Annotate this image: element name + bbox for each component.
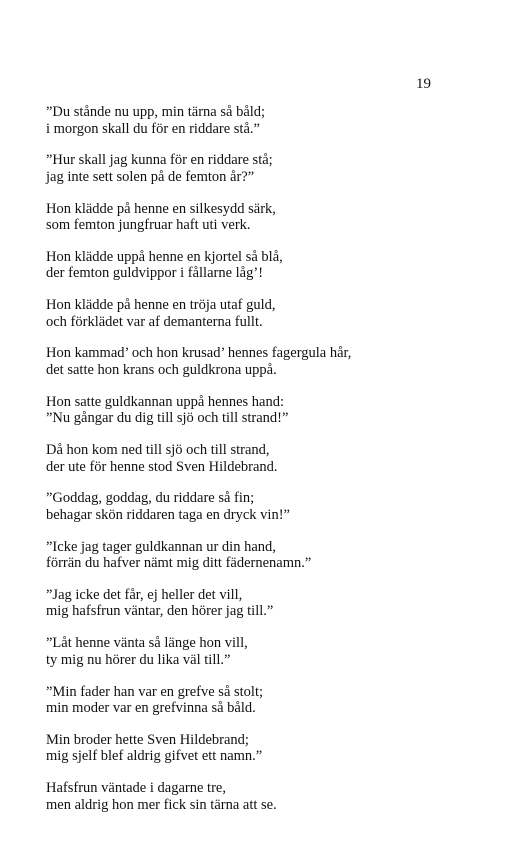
- verse-line: mig sjelf blef aldrig gifvet ett namn.”: [46, 748, 263, 765]
- page-number: 19: [416, 76, 431, 92]
- verse-line: Hon klädde på henne en silkesydd särk,: [46, 200, 276, 217]
- stanza-14: [46, 732, 486, 765]
- stanza-2: [46, 152, 486, 185]
- verse-line: ”Goddag, goddag, du riddare så fin;: [46, 490, 255, 507]
- verse-line: Då hon kom ned till sjö och till strand,: [46, 442, 270, 459]
- verse-line: ”Du stånde nu upp, min tärna så båld;: [46, 104, 266, 120]
- verse-line: Hon kammad’ och hon krusad’ hennes fagergula hår,: [46, 345, 352, 362]
- stanza-5: [46, 297, 486, 330]
- stanza-7: [46, 394, 486, 427]
- verse-line: i morgon skall du för en riddare stå.”: [46, 120, 260, 137]
- verse-line: behagar skön riddaren taga en dryck vin!”: [46, 506, 290, 523]
- verse-line: mig hafsfrun väntar, den hörer jag till.”: [46, 603, 274, 620]
- verse-line: förrän du hafver nämt mig ditt fädernenamn.”: [46, 555, 312, 572]
- verse-line: ”Icke jag tager guldkannan ur din hand,: [46, 538, 276, 555]
- verse-line: Hon klädde uppå henne en kjortel så blå,: [46, 248, 283, 265]
- stanza-3: [46, 201, 486, 234]
- verse-line: men aldrig hon mer fick sin tärna att se.: [46, 796, 277, 813]
- verse-line: der ute för henne stod Sven Hildebrand.: [46, 458, 278, 475]
- stanza-10: [46, 539, 486, 572]
- verse-line: och förklädet var af demanterna fullt.: [46, 313, 263, 330]
- stanza-12: [46, 635, 486, 668]
- verse-line: ty mig nu hörer du lika väl till.”: [46, 651, 231, 668]
- verse-line: Hafsfrun väntade i dagarne tre,: [46, 780, 226, 797]
- verse-line: ”Nu gångar du dig till sjö och till strand!”: [46, 410, 289, 427]
- verse-line: min moder var en grefvinna så båld.: [46, 700, 256, 717]
- verse-line: ”Min fader han var en grefve så stolt;: [46, 683, 264, 700]
- poem-text: [46, 104, 486, 828]
- verse-line: det satte hon krans och guldkrona uppå.: [46, 361, 277, 378]
- stanza-13: [46, 684, 486, 717]
- verse-line: ”Låt henne vänta så länge hon vill,: [46, 635, 248, 652]
- stanza-8: [46, 442, 486, 475]
- verse-line: som femton jungfruar haft uti verk.: [46, 217, 251, 234]
- stanza-15: [46, 780, 486, 813]
- verse-line: der femton guldvippor i fållarne låg’!: [46, 265, 264, 282]
- verse-line: Hon satte guldkannan uppå hennes hand:: [46, 393, 284, 410]
- stanza-1: [46, 104, 486, 137]
- stanza-6: [46, 345, 486, 378]
- stanza-11: [46, 587, 486, 620]
- verse-line: jag inte sett solen på de femton år?”: [46, 168, 255, 185]
- stanza-9: [46, 490, 486, 523]
- verse-line: Min broder hette Sven Hildebrand;: [46, 731, 249, 748]
- verse-line: ”Jag icke det får, ej heller det vill,: [46, 586, 243, 603]
- verse-line: ”Hur skall jag kunna för en riddare stå;: [46, 152, 273, 169]
- verse-line: Hon klädde på henne en tröja utaf guld,: [46, 297, 276, 314]
- stanza-4: [46, 249, 486, 282]
